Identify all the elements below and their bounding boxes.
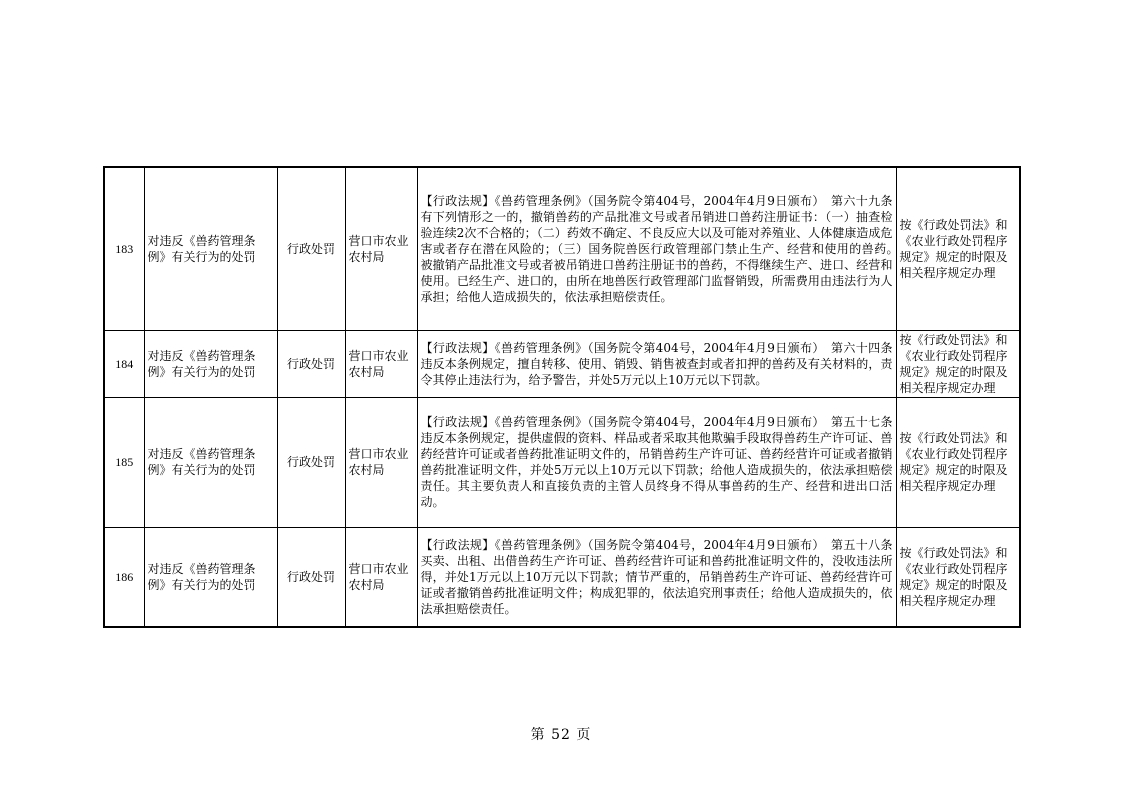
item-procedure: 按《行政处罚法》和《农业行政处罚程序规定》规定的时限及相关程序规定办理 (896, 397, 1020, 527)
item-number: 185 (104, 397, 144, 527)
item-department: 营口市农业农村局 (345, 167, 417, 330)
item-legal-basis: 【行政法规】《兽药管理条例》（国务院令第404号，2004年4月9日颁布） 第五十七条 违反本条例规定，提供虚假的资料、样品或者采取其他欺骗手段取得兽药生产许可证、兽药经营许可证或者兽药批准证明文件的，吊销兽药生产许可证、兽药经营许可证或者撤销兽药批准证明文件，并处5万元以上10万元以下罚款；给他人造成损失的，依法承担赔偿责任。其主要负责人和直接负责的主管人员终身不得从事兽药的生产、经营和进出口活动。 (417, 397, 896, 527)
item-type: 行政处罚 (277, 167, 345, 330)
item-legal-basis: 【行政法规】《兽药管理条例》（国务院令第404号，2004年4月9日颁布） 第六十九条 有下列情形之一的，撤销兽药的产品批准文号或者吊销进口兽药注册证书：（一）抽查检验连续2次不合格的；（二）药效不确定、不良反应大以及可能对养殖业、人体健康造成危害或者存在潜在风险的；（三）国务院兽医行政管理部门禁止生产、经营和使用的兽药。 被撤销产品批准文号或者被吊销进口兽药注册证书的兽药，不得继续生产、进口、经营和使用。已经生产、进口的，由所在地兽医行政管理部门监督销毁，所需费用由违法行为人承担；给他人造成损失的，依法承担赔偿责任。 (417, 167, 896, 330)
table-row (104, 527, 1020, 627)
item-department: 营口市农业农村局 (345, 397, 417, 527)
item-number: 186 (104, 527, 144, 627)
item-procedure: 按《行政处罚法》和《农业行政处罚程序规定》规定的时限及相关程序规定办理 (896, 330, 1020, 397)
item-department: 营口市农业农村局 (345, 330, 417, 397)
item-type: 行政处罚 (277, 397, 345, 527)
item-name: 对违反《兽药管理条例》有关行为的处罚 (144, 527, 277, 627)
item-department: 营口市农业农村局 (345, 527, 417, 627)
item-number: 183 (104, 167, 144, 330)
item-procedure: 按《行政处罚法》和《农业行政处罚程序规定》规定的时限及相关程序规定办理 (896, 527, 1020, 627)
item-name: 对违反《兽药管理条例》有关行为的处罚 (144, 167, 277, 330)
item-name: 对违反《兽药管理条例》有关行为的处罚 (144, 397, 277, 527)
item-number: 184 (104, 330, 144, 397)
table-row (104, 397, 1020, 527)
item-legal-basis: 【行政法规】《兽药管理条例》（国务院令第404号，2004年4月9日颁布） 第五十八条 买卖、出租、出借兽药生产许可证、兽药经营许可证和兽药批准证明文件的，没收违法所得，并处1万元以上10万元以下罚款；情节严重的，吊销兽药生产许可证、兽药经营许可证或者撤销兽药批准证明文件；构成犯罪的，依法追究刑事责任；给他人造成损失的，依法承担赔偿责任。 (417, 527, 896, 627)
item-type: 行政处罚 (277, 330, 345, 397)
item-procedure: 按《行政处罚法》和《农业行政处罚程序规定》规定的时限及相关程序规定办理 (896, 167, 1020, 330)
page-number: 第 52 页 (530, 727, 592, 743)
table-row (104, 167, 1020, 330)
item-legal-basis: 【行政法规】《兽药管理条例》（国务院令第404号，2004年4月9日颁布） 第六十四条 违反本条例规定，擅自转移、使用、销毁、销售被查封或者扣押的兽药及有关材料的，责令其停止违法行为，给予警告，并处5万元以上10万元以下罚款。 (417, 330, 896, 397)
table-row (104, 330, 1020, 397)
item-type: 行政处罚 (277, 527, 345, 627)
item-name: 对违反《兽药管理条例》有关行为的处罚 (144, 330, 277, 397)
penalty-items-table (103, 166, 1021, 628)
